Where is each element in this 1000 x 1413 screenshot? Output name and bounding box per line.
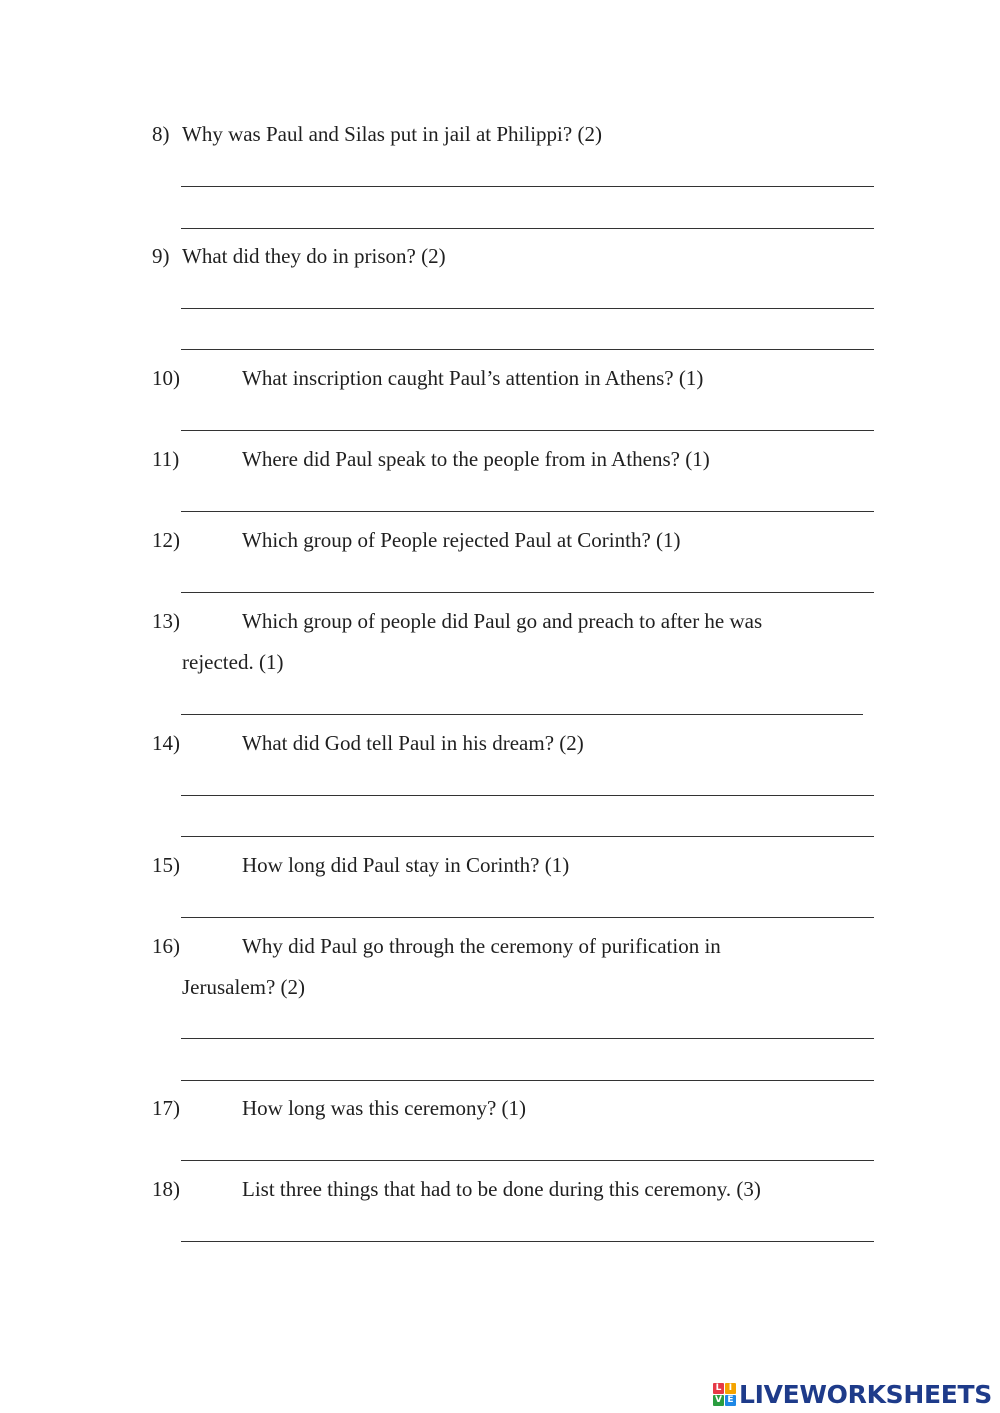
- answer-line[interactable]: [181, 228, 874, 229]
- question-text: Why was Paul and Silas put in jail at Philippi? (2): [182, 122, 602, 146]
- question-number: 13): [152, 609, 180, 633]
- question-text: Why did Paul go through the ceremony of purification in: [242, 934, 721, 958]
- answer-line[interactable]: [181, 1241, 874, 1242]
- question-number: 8): [152, 122, 170, 146]
- logo-mark-letter: E: [725, 1395, 736, 1406]
- question-text-continuation: rejected. (1): [182, 650, 284, 674]
- question-number: 12): [152, 528, 180, 552]
- answer-line[interactable]: [181, 795, 874, 796]
- question-text: How long did Paul stay in Corinth? (1): [242, 853, 570, 877]
- question-text: What did they do in prison? (2): [182, 244, 446, 268]
- answer-line[interactable]: [181, 714, 863, 715]
- answer-line[interactable]: [181, 511, 874, 512]
- answer-line[interactable]: [181, 917, 874, 918]
- answer-line[interactable]: [181, 592, 874, 593]
- question-text: Which group of people did Paul go and preach to after he was: [242, 609, 763, 633]
- question-text: How long was this ceremony? (1): [242, 1096, 527, 1120]
- answer-line[interactable]: [181, 1160, 874, 1161]
- logo-mark-icon: [713, 1383, 736, 1406]
- question-number: 11): [152, 447, 180, 471]
- answer-line[interactable]: [181, 308, 874, 309]
- logo-text: LIVEWORKSHEETS: [738, 1379, 992, 1409]
- question-number: 14): [152, 731, 180, 755]
- answer-line[interactable]: [181, 349, 874, 350]
- question-number: 18): [152, 1177, 180, 1201]
- question-text: Where did Paul speak to the people from in Athens? (1): [242, 447, 710, 471]
- logo-mark-letter: L: [713, 1383, 724, 1394]
- logo-mark-letter: I: [725, 1383, 736, 1394]
- logo-mark-letter: V: [713, 1395, 724, 1406]
- question-text: What inscription caught Paul’s attention in Athens? (1): [242, 366, 704, 390]
- question-text: What did God tell Paul in his dream? (2): [242, 731, 584, 755]
- question-number: 10): [152, 366, 180, 390]
- answer-line[interactable]: [181, 836, 874, 837]
- answer-line[interactable]: [181, 1080, 874, 1081]
- answer-line[interactable]: [181, 430, 874, 431]
- liveworksheets-logo: [713, 1379, 992, 1409]
- question-number: 15): [152, 853, 180, 877]
- question-number: 16): [152, 934, 180, 958]
- question-text-continuation: Jerusalem? (2): [182, 975, 306, 999]
- question-number: 17): [152, 1096, 180, 1120]
- question-number: 9): [152, 244, 170, 268]
- question-text: List three things that had to be done during this ceremony. (3): [242, 1177, 761, 1201]
- answer-line[interactable]: [181, 186, 874, 187]
- question-text: Which group of People rejected Paul at Corinth? (1): [242, 528, 681, 552]
- answer-line[interactable]: [181, 1038, 874, 1039]
